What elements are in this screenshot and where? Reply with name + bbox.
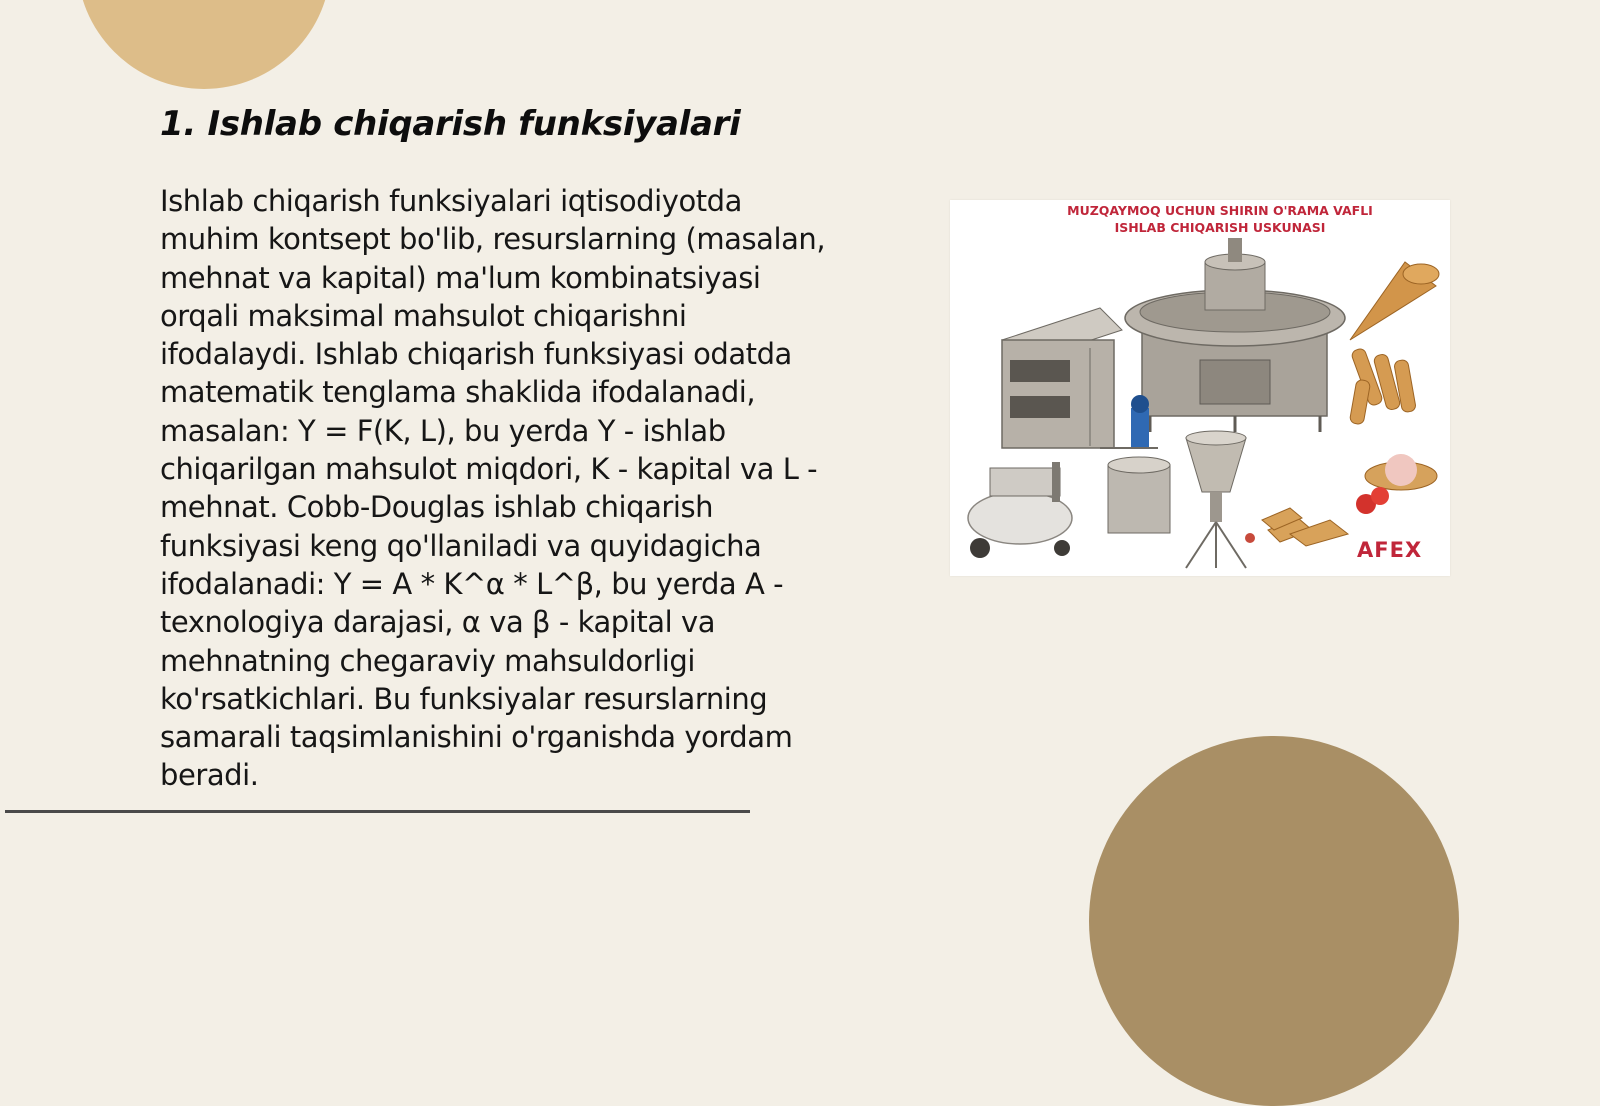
decorative-circle-bottom bbox=[1089, 736, 1459, 1106]
waffle-machine-image bbox=[950, 200, 1450, 576]
rotary-waffle-machine bbox=[1125, 238, 1345, 432]
batter-hopper bbox=[1186, 431, 1255, 568]
ice-cream-icon bbox=[1356, 454, 1437, 514]
slide-title: 1. Ishlab chiqarish funksiyalari bbox=[160, 104, 741, 144]
image-caption-line-2: ISHLAB CHIQARISH USKUNASI bbox=[1114, 220, 1326, 235]
cabinet-oven bbox=[1002, 308, 1122, 448]
image-caption-line-1: MUZQAYMOQ UCHUN SHIRIN O'RAMA VAFLI bbox=[1067, 203, 1373, 218]
machinery-illustration bbox=[950, 200, 1450, 576]
rolled-wafers-icon bbox=[1349, 347, 1416, 425]
waffle-cone-icon bbox=[1350, 262, 1439, 340]
slide-body-text: Ishlab chiqarish funksiyalari iqtisodiyotda muhim kontsept bo'lib, resurslarning (masalan, mehnat va kapital) ma'lum kombinatsiyasi orqali maksimal mahsulot chiqarishni ifodalaydi. Ishlab chiqarish funksiyasi odatda matematik tenglama shaklida ifodalanadi, masalan: Y = F(K, L), bu yerda Y - ishlab chiqarilgan mahsulot miqdori, K - kapital va L - mehnat. Cobb-Douglas ishlab chiqarish funksiyasi keng qo'llaniladi va quyidagicha ifodalanadi: Y = A * K^α * L^β, bu yerda A - texnologiya darajasi, α va β - kapital va mehnatning chegaraviy mahsuldorligi ko'rsatkichlari. Bu funksiyalar resurslarning samarali taqsimlanishini o'rganishda yordam beradi. bbox=[160, 184, 826, 793]
divider-line bbox=[5, 810, 750, 813]
flat-cones-icon bbox=[1262, 508, 1348, 546]
decorative-circle-top bbox=[77, 0, 331, 89]
air-compressor bbox=[968, 462, 1072, 558]
afex-logo: AFEX bbox=[1357, 538, 1423, 562]
image-caption bbox=[950, 200, 1450, 236]
